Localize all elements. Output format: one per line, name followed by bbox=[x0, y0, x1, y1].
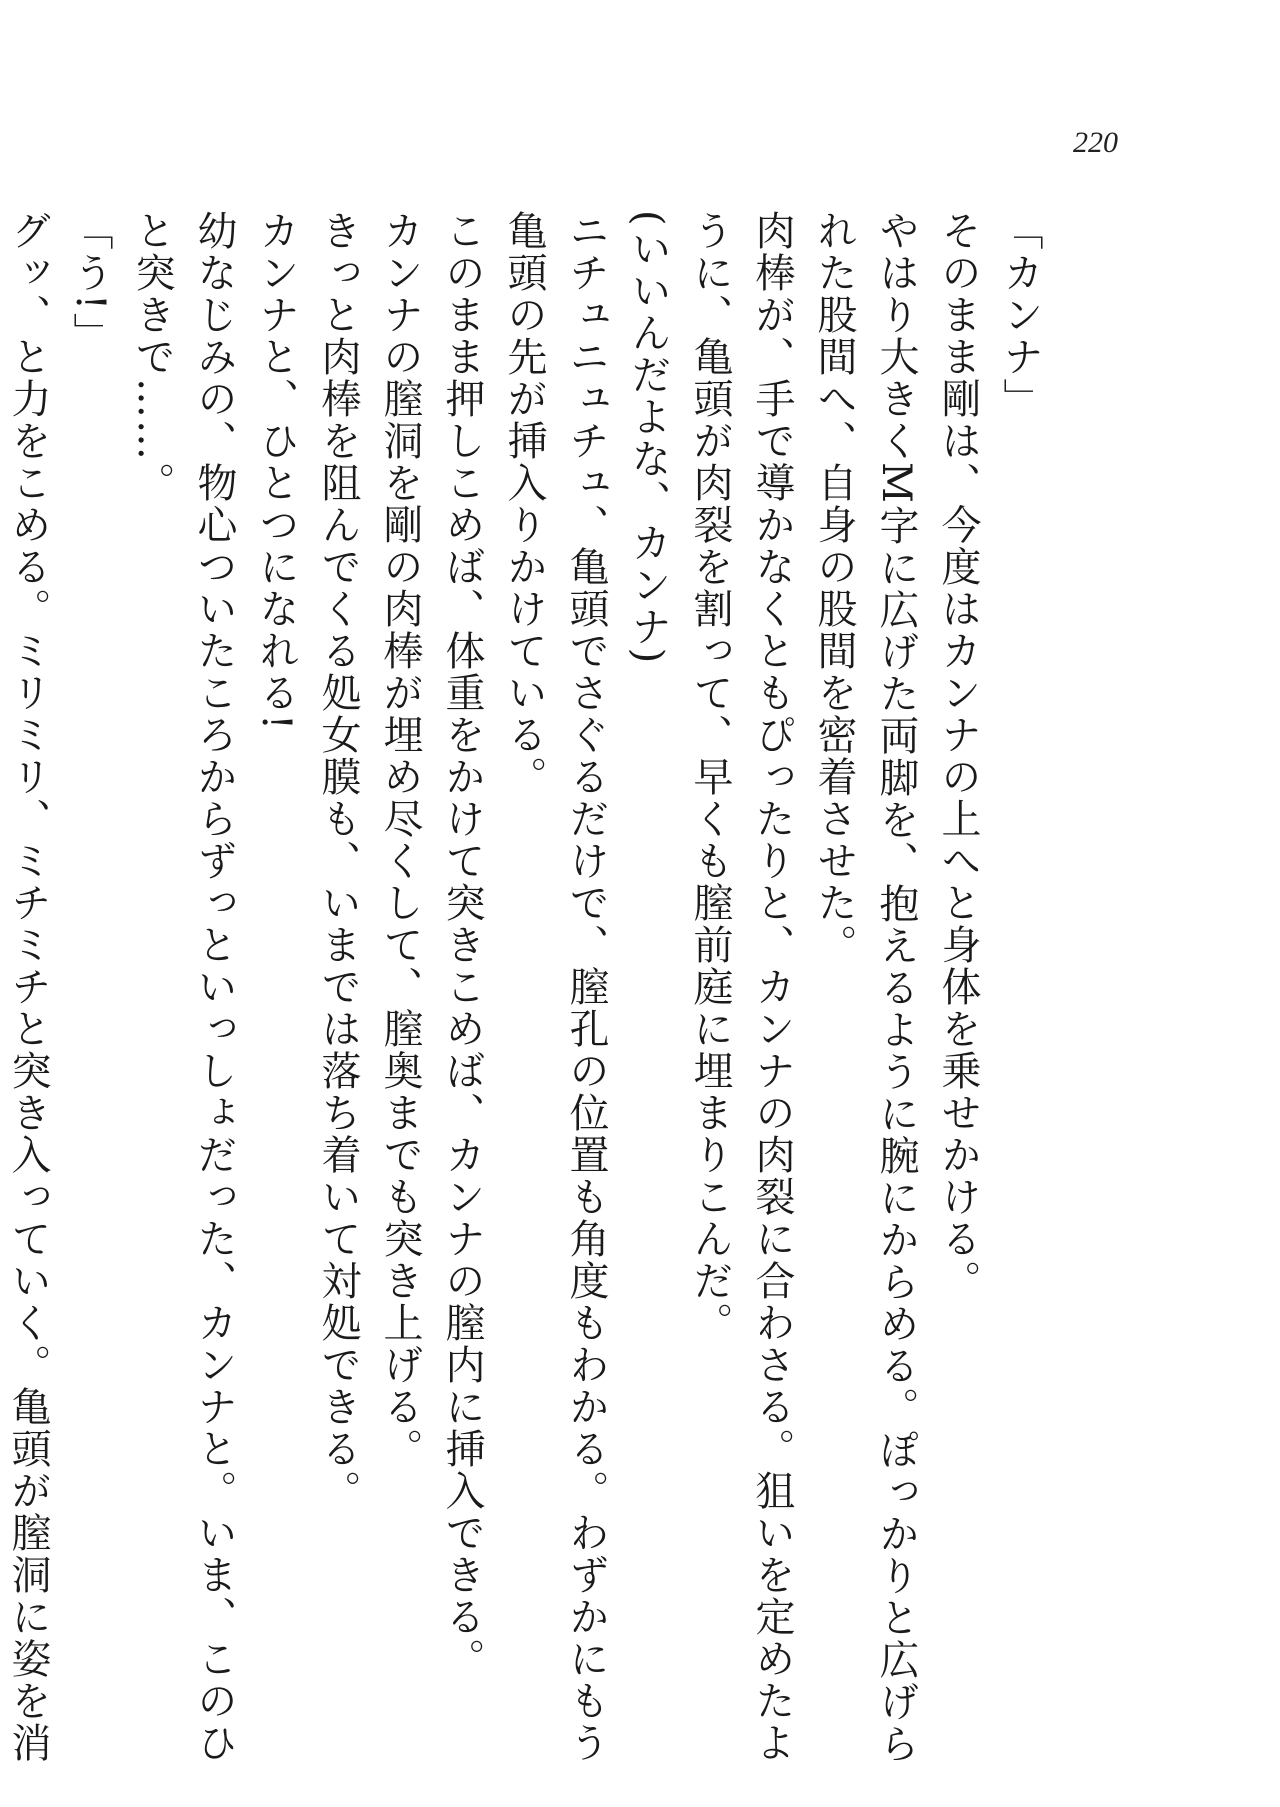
page-number: 220 bbox=[1073, 126, 1118, 159]
text-line-7: (いいんだよな、カンナ) bbox=[625, 210, 671, 666]
text-line-13: カンナと、ひとつになれる! bbox=[253, 210, 299, 733]
text-line-8: ニチュニュチュ、亀頭でさぐるだけで、膣孔の位置も角度もわかる。わずかにもう bbox=[563, 210, 609, 1764]
text-line-12: きっと肉棒を阻んでくる処女膜も、いまでは落ち着いて対処できる。 bbox=[315, 210, 361, 1512]
body-text bbox=[0, 210, 1051, 1765]
text-line-6: うに、亀頭が肉裂を割って、早くも膣前庭に埋まりこんだ。 bbox=[687, 210, 733, 1344]
text-line-4: れた股間へ、自身の股間を密着させた。 bbox=[811, 210, 857, 966]
text-line-3: やはり大きくM字に広げた両脚を、抱えるように腕にからめる。ぽっかりと広げら bbox=[873, 210, 919, 1765]
text-line-10: このまま押しこめば、体重をかけて突きこめば、カンナの膣内に挿入できる。 bbox=[439, 210, 485, 1680]
text-line-17: グッ、と力をこめる。ミリミリ、ミチミチと突き入っていく。亀頭が膣洞に姿を消 bbox=[5, 210, 51, 1764]
text-line-9: 亀頭の先が挿入りかけている。 bbox=[501, 210, 547, 798]
text-line-5: 肉棒が、手で導かなくともぴったりと、カンナの肉裂に合わさる。狙いを定めたよ bbox=[749, 210, 795, 1764]
text-line-11: カンナの膣洞を剛の肉棒が埋め尽くして、膣奥までも突き上げる。 bbox=[377, 210, 423, 1470]
text-line-16: 「う!」 bbox=[67, 210, 113, 355]
text-line-2: そのまま剛は、今度はカンナの上へと身体を乗せかける。 bbox=[935, 210, 981, 1302]
text-line-1: 「カンナ」 bbox=[997, 210, 1043, 420]
text-line-14: 幼なじみの、物心ついたころからずっといっしょだった、カンナと。いま、このひ bbox=[191, 210, 237, 1764]
text-line-15: と突きで……。 bbox=[129, 210, 175, 504]
